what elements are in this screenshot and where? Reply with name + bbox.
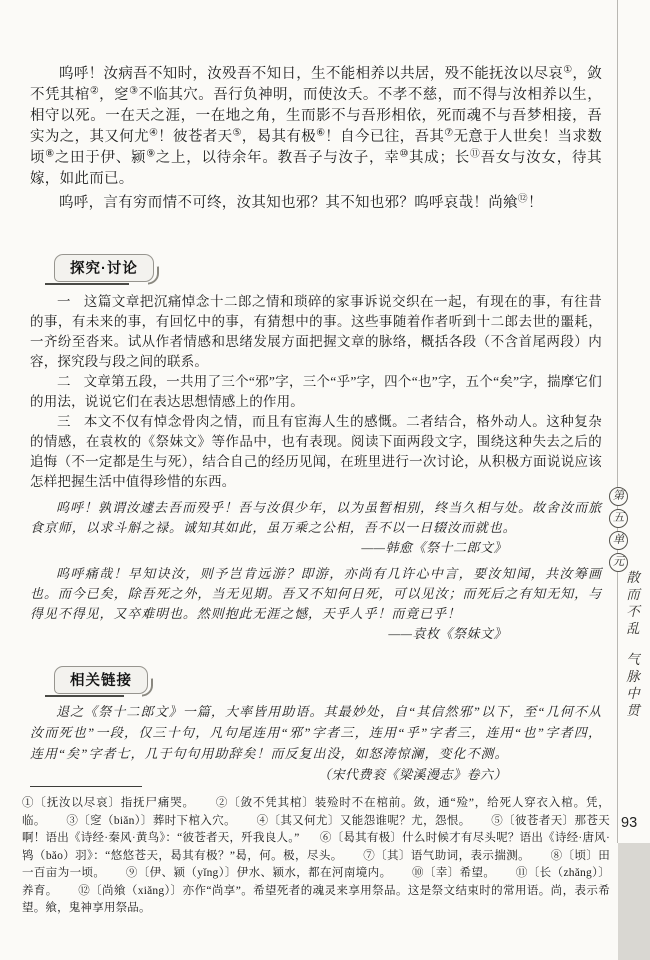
unit-slogan-line1: 散而不乱 — [624, 570, 639, 638]
footnotes-block — [22, 786, 610, 918]
lesson-paragraph-1: 呜呼！汝病吾不知时，汝殁吾不知日，生不能相养以共居，殁不能抚汝以尽哀①，敛不凭其棺②，窆③不临其穴。吾行负神明，而使汝夭。不孝不慈，而不得与汝相养以生，相守以死。一在天之涯，一在地之角，生而影不与吾形相依，死而魂不与吾梦相接，吾实为之，其又何尤④！彼苍者天⑤，曷其有极⑥！自今已往，吾其⑦无意于人世矣！当求数顷⑧之田于伊、颍⑨之上，以待余年。教吾子与汝子，幸⑩其成；长⑪吾女与汝女，待其嫁，如此而已。 — [30, 64, 603, 187]
unit-char: 五 — [609, 509, 628, 528]
footnote-11: ⑪〔长（zhǎng）〕养育。 — [22, 867, 610, 897]
footnote-6: ⑥〔曷其有极〕什么时候才有尽头呢？语出《诗经·唐风·鸨（bǎo）羽》：“悠悠苍天，曷其有极？”曷，何。极，尽头。 — [22, 832, 611, 862]
related-source: （宋代费衮《梁溪漫志》卷六） — [317, 767, 507, 782]
lesson-paragraph-2: 呜呼，言有穷而情不可终，汝其知也邪？其不知也邪？呜呼哀哉！尚飨⑫！ — [59, 193, 543, 211]
related-badge-row — [54, 666, 602, 692]
item-text: 这篇文章把沉痛悼念十二郎之情和琐碎的家事诉说交织在一起，有现在的事，有往昔的事，有未来的事，有回忆中的事，有猜想中的事。这些事随着作者听到十二郎去世的噩耗，一齐纷至沓来。试从作者情感和思绪发展方面把握文章的脉络，概括各段（不含首尾两段）内容，探究段与段之间的联系。 — [30, 294, 602, 369]
page-content — [30, 64, 602, 785]
unit-slogan-line2: 气脉中贯 — [624, 652, 639, 720]
quote-source-hanyu: ——韩愈《祭十二郎文》 — [361, 540, 507, 555]
quote-text-yuanmei: 呜呼痛哉！早知诀汝，则予岂肯远游？即游，亦尚有几许心中言，要汝知闻，共汝筹画也。而今已矣，除吾死之外，当无见期。吾又不知何日死，可以见汝；而死后之有知无知，与得见不得见，又卒难明也。然则抱此无涯之憾，天乎人乎！而竟已乎！ — [30, 566, 602, 621]
item-text: 文章第五段，一共用了三个“邪”字，三个“乎”字，四个“也”字，五个“矣”字，揣摩它们的用法，说说它们在表达思想情感上的作用。 — [30, 374, 602, 409]
footnote-10: ⑩〔幸〕希望。 — [412, 867, 496, 879]
section-badge-explore: 探究·讨论 — [54, 254, 154, 282]
unit-char: 第 — [609, 487, 628, 506]
quote-text-hanyu: 呜呼！孰谓汝遽去吾而殁乎！吾与汝俱少年，以为虽暂相别，终当久相与处。故舍汝而旅食京师，以求斗斛之禄。诚知其如此，虽万乘之公相，吾不以一日辍汝而就也。 — [30, 500, 602, 535]
item-text: 本文不仅有悼念骨肉之情，而且有宦海人生的感慨。二者结合，格外动人。这种复杂的情感，在袁枚的《祭妹文》等作品中，也有表现。阅读下面两段文字，围绕这种失去之后的追悔（不一定都是生与死），结合自己的经历见闻，在班里进行一次讨论，从积极方面说说应该怎样把握生活中值得珍惜的东西。 — [30, 414, 602, 489]
page-edge-block — [618, 843, 650, 960]
footnote-5: ⑤〔彼苍者天〕那苍天啊！语出《诗经·秦风·黄鸟》：“彼苍者天，歼我良人。” — [22, 814, 611, 844]
explore-badge-row — [54, 254, 602, 280]
footnote-4: ④〔其又何尤〕又能怨谁呢？尤，怨恨。 — [256, 814, 471, 827]
footnote-8: ⑧〔顷〕田一百亩为一顷。 — [22, 849, 610, 879]
discussion-item-3 — [30, 412, 602, 492]
footnote-3: ③〔窆（biǎn）〕葬时下棺入穴。 — [66, 814, 237, 827]
related-text: 退之《祭十二郎文》一篇，大率皆用助语。其最妙处，自“其信然邪”以下，至“几何不从汝而死也”一段，仅三十句，凡句尾连用“邪”字者三，连用“乎”字者三，连用“也”字者四，连用“矣”字者七，几于句句用助辞矣！而反复出没，如怒涛惊澜，变化不测。 — [30, 704, 602, 761]
footnote-1: ①〔抚汝以尽哀〕指抚尸痛哭。 — [22, 797, 195, 809]
footnote-2: ②〔敛不凭其棺〕装殓时不在棺前。敛，通“殓”，给死人穿衣入棺。凭，临。 — [22, 797, 610, 827]
unit-badge — [609, 487, 627, 575]
footnote-9: ⑨〔伊、颍（yǐng）〕伊水、颍水，都在河南境内。 — [125, 867, 392, 879]
discussion-item-1 — [30, 292, 602, 372]
unit-char: 元 — [609, 553, 628, 572]
section-badge-related: 相关链接 — [54, 666, 148, 694]
footnote-paragraph — [22, 795, 610, 918]
item-number: 二 — [57, 374, 71, 389]
page-number: 93 — [621, 815, 638, 831]
sidebar-divider — [617, 0, 618, 843]
quote-source-yuanmei: ——袁枚《祭妹文》 — [388, 626, 507, 641]
footnote-7: ⑦〔其〕语气助词，表示揣测。 — [363, 849, 531, 862]
item-number: 一 — [57, 294, 72, 309]
footnote-12: ⑫〔尚飨（xiǎng）〕亦作“尚享”。希望死者的魂灵来享用祭品。这是祭文结束时的常用语。尚，表示希望。飨，鬼神享用祭品。 — [22, 884, 610, 914]
unit-slogan — [621, 570, 641, 720]
footnote-divider — [30, 786, 142, 787]
discussion-item-2 — [30, 372, 602, 412]
item-number: 三 — [57, 414, 72, 429]
unit-char: 单 — [609, 531, 628, 550]
